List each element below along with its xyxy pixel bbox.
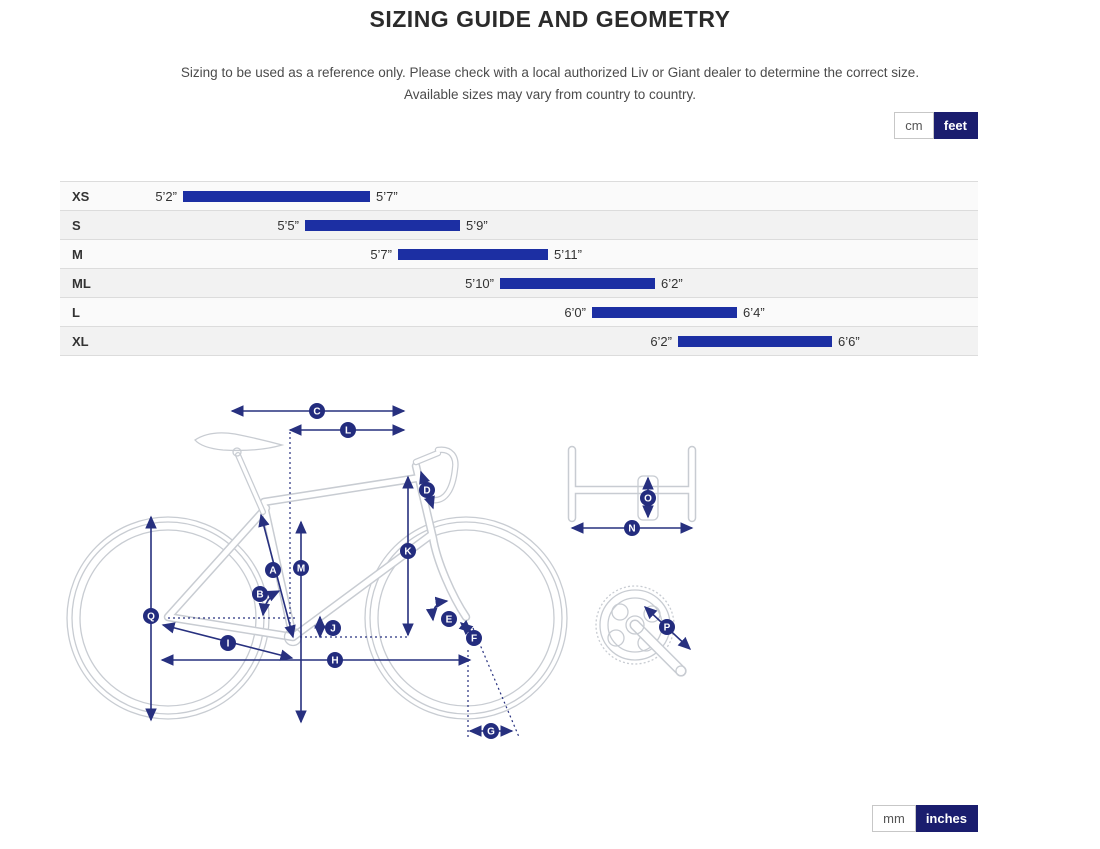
max-height-label: 5’11”	[554, 247, 582, 262]
bike-frame	[168, 433, 466, 646]
mm-toggle-button[interactable]: mm	[872, 805, 916, 832]
subtitle-line-1: Sizing to be used as a reference only. Please check with a local authorized Liv or Giant dealer to determine the correct size.	[180, 65, 920, 80]
svg-text:O: O	[644, 493, 652, 505]
feet-toggle-button[interactable]: feet	[934, 112, 978, 139]
inches-toggle-button[interactable]: inches	[916, 805, 978, 832]
geometry-label-F	[466, 630, 482, 646]
reference-lines	[168, 432, 519, 740]
page-title: SIZING GUIDE AND GEOMETRY	[369, 6, 731, 32]
geometry-label-H	[327, 652, 343, 668]
svg-text:C: C	[313, 406, 321, 418]
subtitle-line-2: Available sizes may vary from country to country.	[403, 87, 697, 102]
svg-text:N: N	[628, 523, 636, 535]
height-range-bar	[678, 336, 832, 347]
measurement-labels	[143, 403, 675, 739]
svg-text:F: F	[470, 633, 478, 645]
size-row-xl	[60, 327, 978, 356]
min-height-label: 5’2”	[155, 189, 177, 204]
geometry-label-O	[640, 490, 656, 506]
bike-drawing	[67, 433, 692, 719]
geometry-unit-toggle	[872, 805, 978, 832]
geometry-label-D	[419, 482, 435, 498]
max-height-label: 6’2”	[661, 276, 683, 291]
size-label: ML	[72, 276, 91, 291]
geometry-label-J	[325, 620, 341, 636]
arrow-F	[461, 623, 471, 632]
svg-text:D: D	[423, 485, 431, 497]
geometry-label-C	[309, 403, 325, 419]
size-row-l	[60, 298, 978, 327]
min-height-label: 5’7”	[370, 247, 392, 262]
size-row-xs	[60, 182, 978, 211]
size-row-s	[60, 211, 978, 240]
geometry-label-G	[483, 723, 499, 739]
size-label: XS	[72, 189, 90, 204]
svg-text:H: H	[331, 655, 339, 667]
max-height-label: 6’4”	[743, 305, 765, 320]
height-range-bar	[183, 191, 370, 202]
max-height-label: 6’6”	[838, 334, 860, 349]
svg-text:J: J	[330, 623, 336, 635]
size-label: S	[72, 218, 81, 233]
geometry-label-A	[265, 562, 281, 578]
min-height-label: 6’0”	[564, 305, 586, 320]
size-label: M	[72, 247, 83, 262]
svg-text:P: P	[663, 622, 671, 634]
svg-text:G: G	[487, 726, 495, 738]
geometry-label-E	[441, 611, 457, 627]
svg-text:I: I	[226, 638, 230, 650]
sizing-table	[60, 181, 978, 356]
geometry-diagram	[60, 390, 760, 770]
geometry-label-P	[659, 619, 675, 635]
height-range-bar	[500, 278, 655, 289]
height-unit-toggle	[894, 112, 978, 139]
svg-text:L: L	[344, 425, 352, 437]
svg-text:K: K	[404, 546, 412, 558]
seatpost	[238, 455, 263, 512]
geometry-label-N	[624, 520, 640, 536]
svg-text:M: M	[296, 563, 306, 575]
cm-toggle-button[interactable]: cm	[894, 112, 934, 139]
handlebar-front-view	[572, 450, 692, 520]
height-range-bar	[398, 249, 548, 260]
height-range-bar	[592, 307, 737, 318]
geometry-label-B	[252, 586, 268, 602]
svg-text:E: E	[445, 614, 453, 626]
svg-text:B: B	[256, 589, 264, 601]
geometry-label-L	[340, 422, 356, 438]
svg-text:A: A	[269, 565, 277, 577]
size-label: XL	[72, 334, 89, 349]
min-height-label: 6’2”	[650, 334, 672, 349]
size-row-ml	[60, 269, 978, 298]
page-subtitle	[0, 62, 1100, 106]
max-height-label: 5’9”	[466, 218, 488, 233]
max-height-label: 5’7”	[376, 189, 398, 204]
geometry-label-I	[220, 635, 236, 651]
min-height-label: 5’5”	[277, 218, 299, 233]
geometry-label-K	[400, 543, 416, 559]
geometry-label-Q	[143, 608, 159, 624]
svg-text:Q: Q	[147, 611, 155, 623]
size-label: L	[72, 305, 80, 320]
size-row-m	[60, 240, 978, 269]
height-range-bar	[305, 220, 460, 231]
geometry-label-M	[293, 560, 309, 576]
min-height-label: 5’10”	[465, 276, 494, 291]
